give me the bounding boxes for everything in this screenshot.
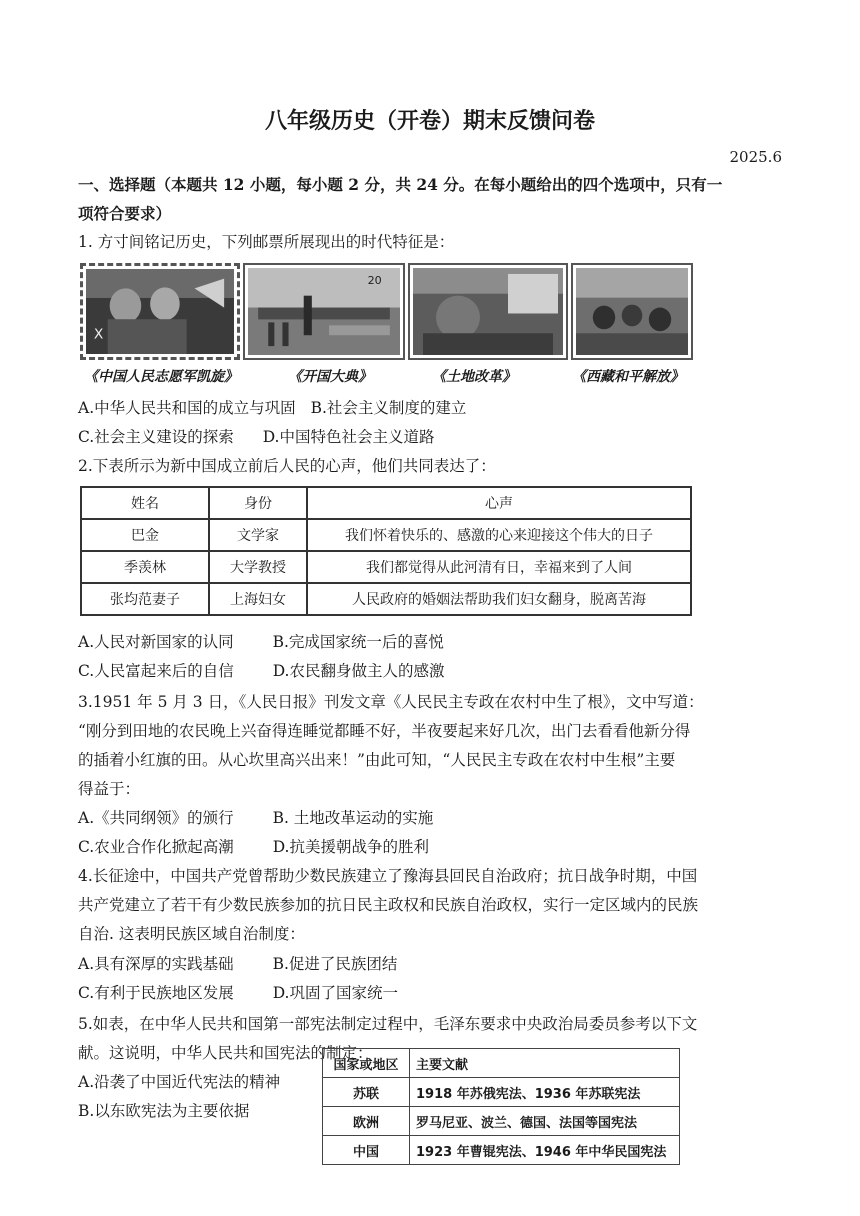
q4-options-row1	[78, 950, 782, 979]
page-title: 八年级历史（开卷）期末反馈问卷	[264, 108, 595, 134]
table-header: 身份	[209, 487, 307, 519]
q3-stem-line3: 的插着小红旗的田。从心坎里高兴出来！”由此可知，“人民民主专政在农村中生根”主要	[78, 751, 676, 769]
stamp-founding-ceremony	[243, 263, 405, 360]
q2-option-d[interactable]: D.农民翻身做主人的感激	[272, 662, 445, 680]
q2-options-row2	[78, 657, 782, 686]
date: 2025.6	[729, 148, 782, 166]
q3-options-row1	[78, 804, 782, 833]
q4-option-b[interactable]: B.促进了民族团结	[272, 955, 398, 973]
q4-option-c[interactable]: C.有利于民族地区发展	[78, 984, 234, 1002]
q5-stem-line2: 献。这说明，中华人民共和国宪法的制定：	[78, 1044, 373, 1062]
table-header: 心声	[307, 487, 691, 519]
q3-stem-line1: 3.1951 年 5 月 3 日，《人民日报》刊发文章《人民民主专政在农村中生了根》，文中写道：	[78, 693, 704, 711]
table-cell: 1918 年苏俄宪法、1936 年苏联宪法	[410, 1078, 680, 1107]
q4-stem-line3: 自治. 这表明民族区域自治制度：	[78, 925, 305, 943]
table-row	[81, 519, 691, 551]
stamp-volunteer-army-image	[86, 269, 234, 354]
stamp-tibet-liberation	[571, 263, 693, 360]
table-header: 主要文献	[410, 1049, 680, 1078]
table-row	[323, 1136, 680, 1165]
q3-stem-line2: “刚分到田地的农民晚上兴奋得连睡觉都睡不好，半夜要起来好几次，出门去看看他新分得	[78, 722, 691, 740]
q3-option-d[interactable]: D.抗美援朝战争的胜利	[272, 838, 429, 856]
stamp-caption-1: 《中国人民志愿军凯旋》	[84, 369, 238, 385]
table-cell: 张均范妻子	[81, 583, 209, 615]
table-cell: 巴金	[81, 519, 209, 551]
q5-option-b[interactable]: B.以东欧宪法为主要依据	[78, 1102, 250, 1120]
table-header: 姓名	[81, 487, 209, 519]
stamp-volunteer-army	[80, 263, 240, 360]
q3-option-a[interactable]: A.《共同纲领》的颁行	[78, 809, 234, 827]
q2-option-b[interactable]: B.完成国家统一后的喜悦	[272, 633, 444, 651]
table-row	[323, 1078, 680, 1107]
q2-option-c[interactable]: C.人民富起来后的自信	[78, 662, 234, 680]
table-cell: 我们都觉得从此河清有日，幸福来到了人间	[307, 551, 691, 583]
table-cell: 苏联	[323, 1078, 410, 1107]
q3-options-row2	[78, 833, 782, 862]
stamp-land-reform	[408, 263, 568, 360]
stamp-founding-ceremony-image	[248, 268, 400, 355]
q4-stem-line2: 共产党建立了若干有少数民族参加的抗日民主政权和民族自治政权，实行一定区域内的民族	[78, 896, 699, 914]
table-cell: 人民政府的婚姻法帮助我们妇女翻身，脱离苦海	[307, 583, 691, 615]
q1-option-c[interactable]: C.社会主义建设的探索	[78, 428, 234, 446]
q3-option-c[interactable]: C.农业合作化掀起高潮	[78, 838, 234, 856]
q5-option-a[interactable]: A.沿袭了中国近代宪法的精神	[78, 1073, 281, 1091]
q3-option-b[interactable]: B. 土地改革运动的实施	[272, 809, 434, 827]
q1-option-d[interactable]: D.中国特色社会主义道路	[262, 428, 435, 446]
table-header-row	[81, 487, 691, 519]
table-header-row	[323, 1049, 680, 1078]
q5-stem-line1: 5.如表，在中华人民共和国第一部宪法制定过程中，毛泽东要求中央政治局委员参考以下文	[78, 1015, 698, 1033]
q4-stem-line1: 4.长征途中，中国共产党曾帮助少数民族建立了豫海县回民自治政府；抗日战争时期，中国	[78, 867, 698, 885]
q4-option-d[interactable]: D.巩固了国家统一	[272, 984, 398, 1002]
q2-option-a[interactable]: A.人民对新国家的认同	[78, 633, 234, 651]
q4-options-row2	[78, 979, 782, 1008]
stamp-land-reform-image	[413, 268, 563, 355]
table-cell: 欧洲	[323, 1107, 410, 1136]
q1-option-a[interactable]: A.中华人民共和国的成立与巩固	[78, 399, 296, 417]
stamp-value: 20	[367, 273, 382, 287]
table-cell: 中国	[323, 1136, 410, 1165]
table-cell: 我们怀着快乐的、感激的心来迎接这个伟大的日子	[307, 519, 691, 551]
stamp-caption-2: 《开国大典》	[288, 369, 372, 385]
q1-stem: 1. 方寸间铭记历史，下列邮票所展现出的时代特征是：	[78, 233, 455, 251]
table-cell: 大学教授	[209, 551, 307, 583]
table-row	[81, 551, 691, 583]
svg-text:X: X	[93, 326, 104, 343]
q1-option-b[interactable]: B.社会主义制度的建立	[310, 399, 467, 417]
table-row	[323, 1107, 680, 1136]
table-cell: 1923 年曹锟宪法、1946 年中华民国宪法	[410, 1136, 680, 1165]
table-cell: 季羡林	[81, 551, 209, 583]
q1-options-row1	[78, 394, 782, 423]
table-cell: 上海妇女	[209, 583, 307, 615]
q2-options-row1	[78, 628, 782, 657]
q2-table	[80, 486, 692, 616]
q3-stem-line4: 得益于：	[78, 780, 141, 798]
stamp-caption-4: 《西藏和平解放》	[572, 369, 684, 385]
q1-options-row2	[78, 423, 782, 452]
q5-table	[322, 1048, 680, 1165]
table-cell: 文学家	[209, 519, 307, 551]
q4-option-a[interactable]: A.具有深厚的实践基础	[78, 955, 234, 973]
section-heading-cont: 项符合要求）	[78, 204, 172, 223]
section-heading: 一、选择题（本题共 12 小题，每小题 2 分，共 24 分。在每小题给出的四个选项中，只有一	[78, 175, 723, 194]
q2-stem: 2.下表所示为新中国成立前后人民的心声，他们共同表达了：	[78, 457, 496, 475]
table-cell: 罗马尼亚、波兰、德国、法国等国宪法	[410, 1107, 680, 1136]
table-header: 国家或地区	[323, 1049, 410, 1078]
stamp-tibet-liberation-image	[576, 268, 688, 355]
stamp-caption-3: 《土地改革》	[432, 369, 516, 385]
table-row	[81, 583, 691, 615]
